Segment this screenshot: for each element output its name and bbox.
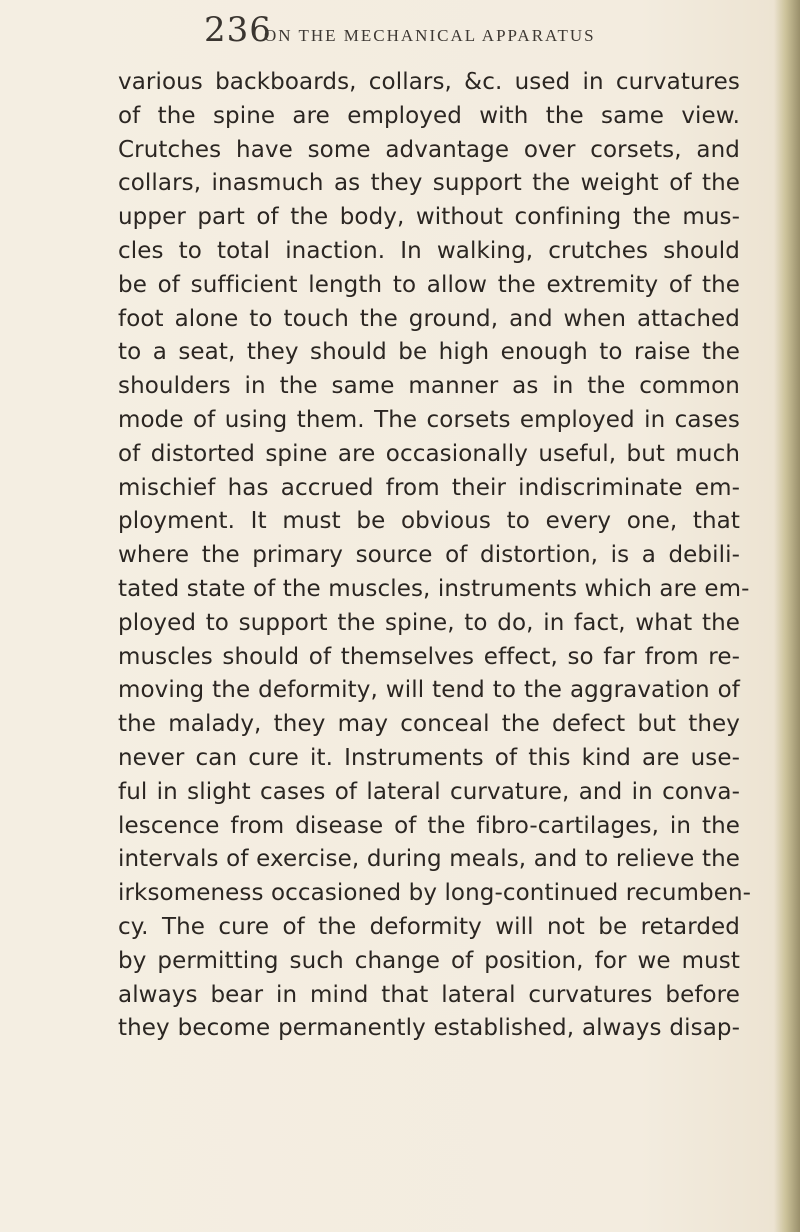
text-line: they become permanently established, always disap- [118,1015,740,1042]
text-line: muscles should of themselves effect, so far from re- [118,643,740,670]
text-line: ployed to support the spine, to do, in fact, what the [118,609,740,636]
text-line: always bear in mind that lateral curvatures before [118,981,740,1008]
text-line: by permitting such change of position, for we must [118,947,740,974]
text-line: various backboards, collars, &c. used in curvatures [118,69,740,95]
page-number: 236 [204,10,272,50]
text-line: of distorted spine are occasionally useful, but much [118,440,740,467]
text-line: of the spine are employed with the same view. [118,102,740,129]
text-line: moving the deformity, will tend to the aggravation of [118,677,740,704]
text-line: ployment. It must be obvious to every one, that [118,508,740,535]
text-line: upper part of the body, without confining the mus- [118,204,740,231]
text-line: cles to total inaction. In walking, crutches should [118,237,740,264]
text-line: ful in slight cases of lateral curvature, and in conva- [118,778,740,805]
page-edge-shadow [774,0,800,1232]
body-text [118,66,752,1046]
text-line: lescence from disease of the fibro-cartilages, in the [118,812,740,839]
text-line: the malady, they may conceal the defect but they [118,711,740,738]
text-line: to a seat, they should be high enough to raise the [118,339,740,366]
text-line: tated state of the muscles, instruments which are em- [118,575,750,602]
text-line: mode of using them. The corsets employed in cases [118,406,740,433]
text-line: cy. The cure of the deformity will not be retarded [118,913,740,940]
text-line: mischief has accrued from their indiscriminate em- [118,474,740,501]
running-head: ON THE MECHANICAL APPARATUS [264,26,596,45]
text-line: be of sufficient length to allow the extremity of the [118,271,740,298]
text-line: where the primary source of distortion, is a debili- [118,542,740,569]
page-header [204,10,764,62]
text-line: foot alone to touch the ground, and when attached [118,305,740,332]
text-line: collars, inasmuch as they support the weight of the [118,170,740,197]
text-line: irksomeness occasioned by long-continued recumben- [118,880,752,907]
text-line: never can cure it. Instruments of this kind are use- [118,744,740,771]
text-line: Crutches have some advantage over corsets, and [118,136,740,163]
text-line: shoulders in the same manner as in the common [118,373,740,400]
text-line: intervals of exercise, during meals, and to relieve the [118,846,740,873]
